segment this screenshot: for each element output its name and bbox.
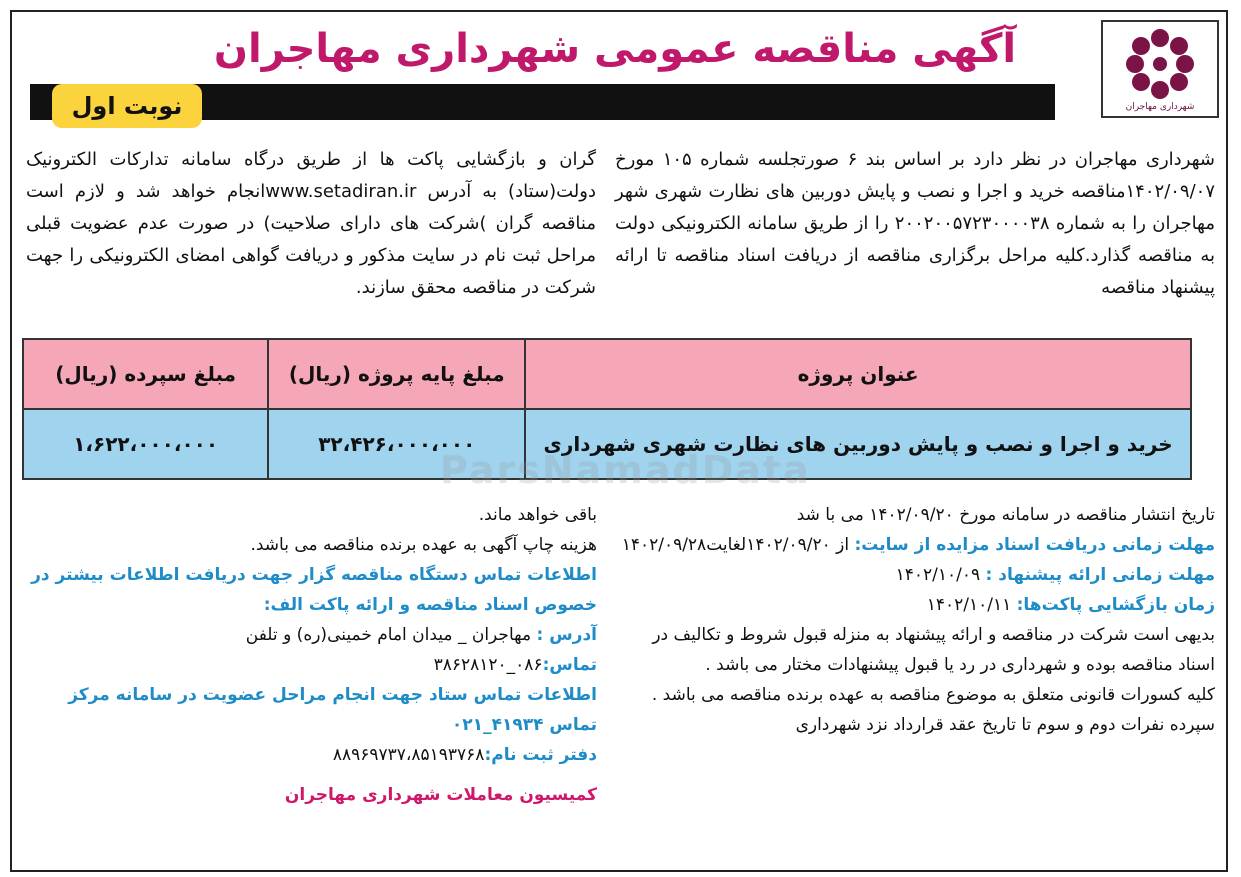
header-base-amount: مبلغ پایه پروژه (ریال)	[268, 339, 525, 409]
deposit-text: سپرده نفرات دوم و سوم تا تاریخ عقد قرارداد نزد شهرداری	[795, 715, 1215, 735]
commission-signature: کمیسیون معاملات شهرداری مهاجران	[284, 785, 597, 805]
municipality-logo	[1101, 20, 1219, 118]
phone-label: تماس:	[542, 655, 597, 675]
flower-emblem-icon	[1119, 26, 1201, 102]
address-value: مهاجران _ میدان امام خمینی(ره) و تلفن	[245, 625, 532, 645]
acceptance-text: بدیهی است شرکت در مناقصه و ارائه پیشنهاد به منزله قبول شروط و تکالیف در اسناد مناقصه بوده و شهرداری در رد یا قبول پیشنهادات مختار می باشد .	[652, 625, 1215, 675]
round-badge: نوبت اول	[52, 84, 202, 128]
registry-value: ۸۸۹۶۹۷۳۷،۸۵۱۹۳۷۶۸	[332, 745, 485, 765]
deductions-text: کلیه کسورات قانونی متعلق به موضوع مناقصه به عهده برنده مناقصه می باشد .	[651, 685, 1215, 705]
remain-text: باقی خواهد ماند.	[478, 505, 597, 525]
address-label: آدرس :	[536, 625, 597, 645]
registry-label: دفتر ثبت نام:	[484, 745, 597, 765]
schedule-column	[615, 500, 1215, 740]
setad-heading: اطلاعات تماس ستاد جهت انجام مراحل عضویت در سامانه مرکز تماس ۴۱۹۳۴_۰۲۱	[68, 685, 597, 735]
opening-value: ۱۴۰۲/۱۰/۱۱	[926, 595, 1012, 615]
cell-project-title: خرید و اجرا و نصب و پایش دوربین های نظارت شهری شهرداری	[525, 409, 1191, 479]
doc-deadline	[615, 530, 1215, 560]
logo-caption: شهرداری مهاجران	[1125, 102, 1195, 112]
phone-value: ۰۸۶_۳۸۶۲۸۱۲۰	[433, 655, 543, 675]
intro-right-column: شهرداری مهاجران در نظر دارد بر اساس بند ۶ صورتجلسه شماره ۱۰۵ مورخ ۱۴۰۲/۰۹/۰۷مناقصه خرید و اجرا و نصب و پایش دوربین های نظارت شهری شهر مهاجران را به شماره ۲۰۰۲۰۰۵۷۲۳۰۰۰۰۳۸ را از طریق سامانه الکترونیکی دولت به مناقصه گذارد.کلیه مراحل برگزاری مناقصه از دریافت اسناد مناقصه تا ارائه پیشنهاد مناقصه	[615, 149, 1215, 298]
publish-date: تاریخ انتشار مناقصه در سامانه مورخ ۱۴۰۲/۰۹/۲۰ می با شد	[796, 505, 1215, 525]
ad-cost-text: هزینه چاپ آگهی به عهده برنده مناقصه می باشد.	[250, 535, 597, 555]
notice-title: آگهی مناقصه عمومی شهرداری مهاجران	[213, 26, 1017, 72]
opening-label: زمان بازگشایی پاکت‌ها:	[1016, 595, 1215, 615]
info-heading: اطلاعات تماس دستگاه مناقصه گزار جهت دریافت اطلاعات بیشتر در خصوص اسناد مناقصه و ارائه پاکت الف:	[31, 565, 597, 615]
doc-deadline-label: مهلت زمانی دریافت اسناد مزایده از سایت:	[854, 535, 1215, 555]
offer-deadline	[615, 560, 1215, 590]
opening-time	[615, 590, 1215, 620]
offer-deadline-label: مهلت زمانی ارائه پیشنهاد :	[985, 565, 1215, 585]
phone-line	[22, 650, 597, 680]
cell-deposit-amount: ۱،۶۲۲،۰۰۰،۰۰۰	[23, 409, 268, 479]
cell-base-amount: ۳۲،۴۲۶،۰۰۰،۰۰۰	[268, 409, 525, 479]
contact-column	[22, 500, 597, 810]
watermark: ParsNamadData	[440, 448, 811, 492]
intro-left-column: گران و بازگشایی پاکت ها از طریق درگاه سامانه تدارکات الکترونیک دولت(ستاد) به آدرس www.setadiran.irانجام خواهد شد و لازم است مناقصه گران )شرکت های دارای صلاحیت) در صورت عدم عضویت قبلی مراحل ثبت نام در سایت مذکور و دریافت گواهی امضای الکترونیکی را جهت شرکت در مناقصه محقق سازند.	[26, 149, 596, 298]
registry-line	[22, 740, 597, 770]
header-project-title: عنوان پروژه	[525, 339, 1191, 409]
doc-deadline-value: از ۱۴۰۲/۰۹/۲۰لغایت۱۴۰۲/۰۹/۲۸	[621, 535, 850, 555]
address-line	[22, 620, 597, 650]
table-header-row	[23, 339, 1191, 409]
offer-deadline-value: ۱۴۰۲/۱۰/۰۹	[895, 565, 981, 585]
header-deposit-amount: مبلغ سپرده (ریال)	[23, 339, 268, 409]
